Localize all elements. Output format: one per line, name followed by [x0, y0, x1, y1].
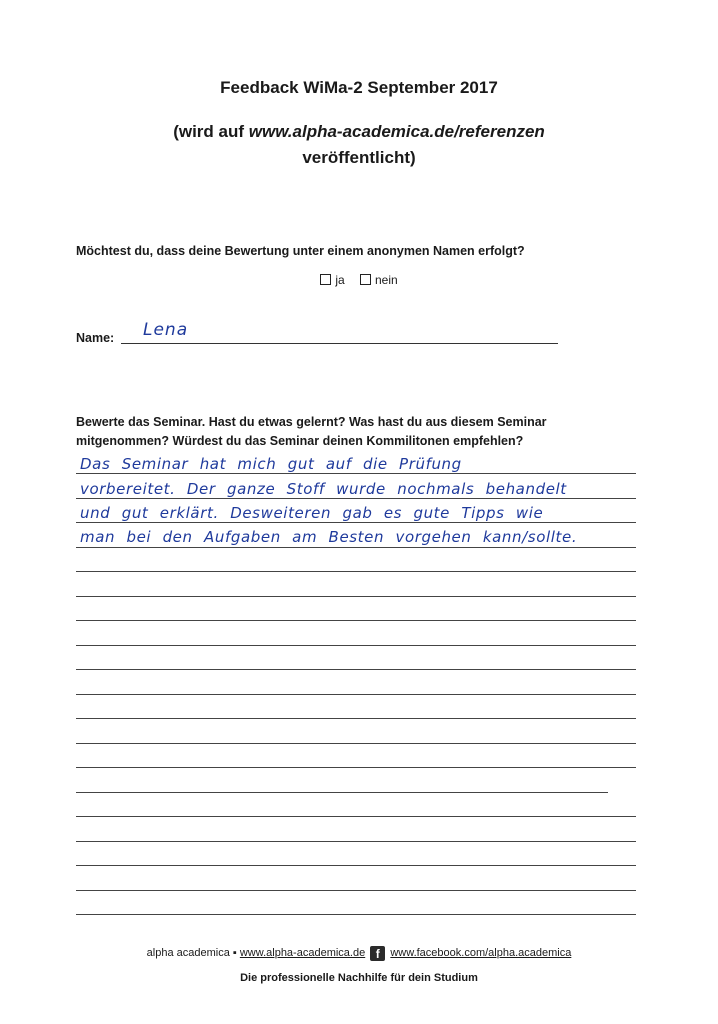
checkbox-no[interactable] [360, 274, 371, 285]
answer-rule [76, 865, 636, 866]
option-yes-label: ja [335, 273, 345, 287]
page-title: Feedback WiMa-2 September 2017 [220, 78, 498, 97]
name-handwritten-value[interactable]: Lena [143, 320, 189, 340]
anonymity-question: Möchtest du, dass deine Bewertung unter einem anonymen Namen erfolgt? [76, 244, 525, 258]
page-subtitle [0, 119, 718, 171]
option-no[interactable] [360, 273, 398, 287]
footer-brand: alpha academica [146, 947, 230, 959]
answer-rule [76, 473, 636, 474]
answer-rule [76, 669, 636, 670]
answer-rule [76, 571, 636, 572]
subtitle-url: www.alpha-academica.de/referenzen [248, 122, 545, 141]
footer-contact [0, 946, 718, 961]
name-label: Name: [76, 331, 115, 345]
answer-rule [76, 890, 636, 891]
answer-rule [76, 914, 636, 915]
answer-rule [76, 841, 636, 842]
footer-facebook-link[interactable]: www.facebook.com/alpha.academica [390, 947, 572, 959]
answer-rule [76, 792, 608, 793]
option-yes[interactable] [320, 273, 348, 287]
answer-line-3: und gut erklärt. Desweiteren gab es gute Tipps wie [80, 504, 544, 522]
answer-rule [76, 816, 636, 817]
answer-rule [76, 596, 636, 597]
subtitle-prefix: (wird auf [173, 122, 249, 141]
answer-rule [76, 620, 636, 621]
anonymity-options [0, 273, 718, 287]
answer-line-1: Das Seminar hat mich gut auf die Prüfung [80, 455, 462, 473]
answer-line-4: man bei den Aufgaben am Besten vorgehen kann/sollte. [80, 528, 578, 546]
answer-rule [76, 694, 636, 695]
answer-rule [76, 498, 636, 499]
answer-rule [76, 767, 636, 768]
answer-rule [76, 718, 636, 719]
checkbox-yes[interactable] [320, 274, 331, 285]
footer-separator: ▪ [232, 947, 237, 959]
option-no-label: nein [375, 273, 398, 287]
review-question: Bewerte das Seminar. Hast du etwas gelernt? Was hast du aus diesem Seminar mitgenommen? Würdest du das Seminar deinen Kommilitonen empfehlen? [76, 415, 547, 448]
name-underline [121, 343, 558, 344]
answer-line-2: vorbereitet. Der ganze Stoff wurde nochmals behandelt [80, 480, 567, 498]
footer-tagline: Die professionelle Nachhilfe für dein Studium [240, 972, 478, 984]
answer-rule [76, 522, 636, 523]
answer-rule [76, 547, 636, 548]
facebook-icon: f [370, 946, 385, 961]
answer-rule [76, 743, 636, 744]
subtitle-suffix: veröffentlicht) [302, 148, 416, 167]
answer-rule [76, 645, 636, 646]
footer-website-link[interactable]: www.alpha-academica.de [239, 947, 366, 959]
